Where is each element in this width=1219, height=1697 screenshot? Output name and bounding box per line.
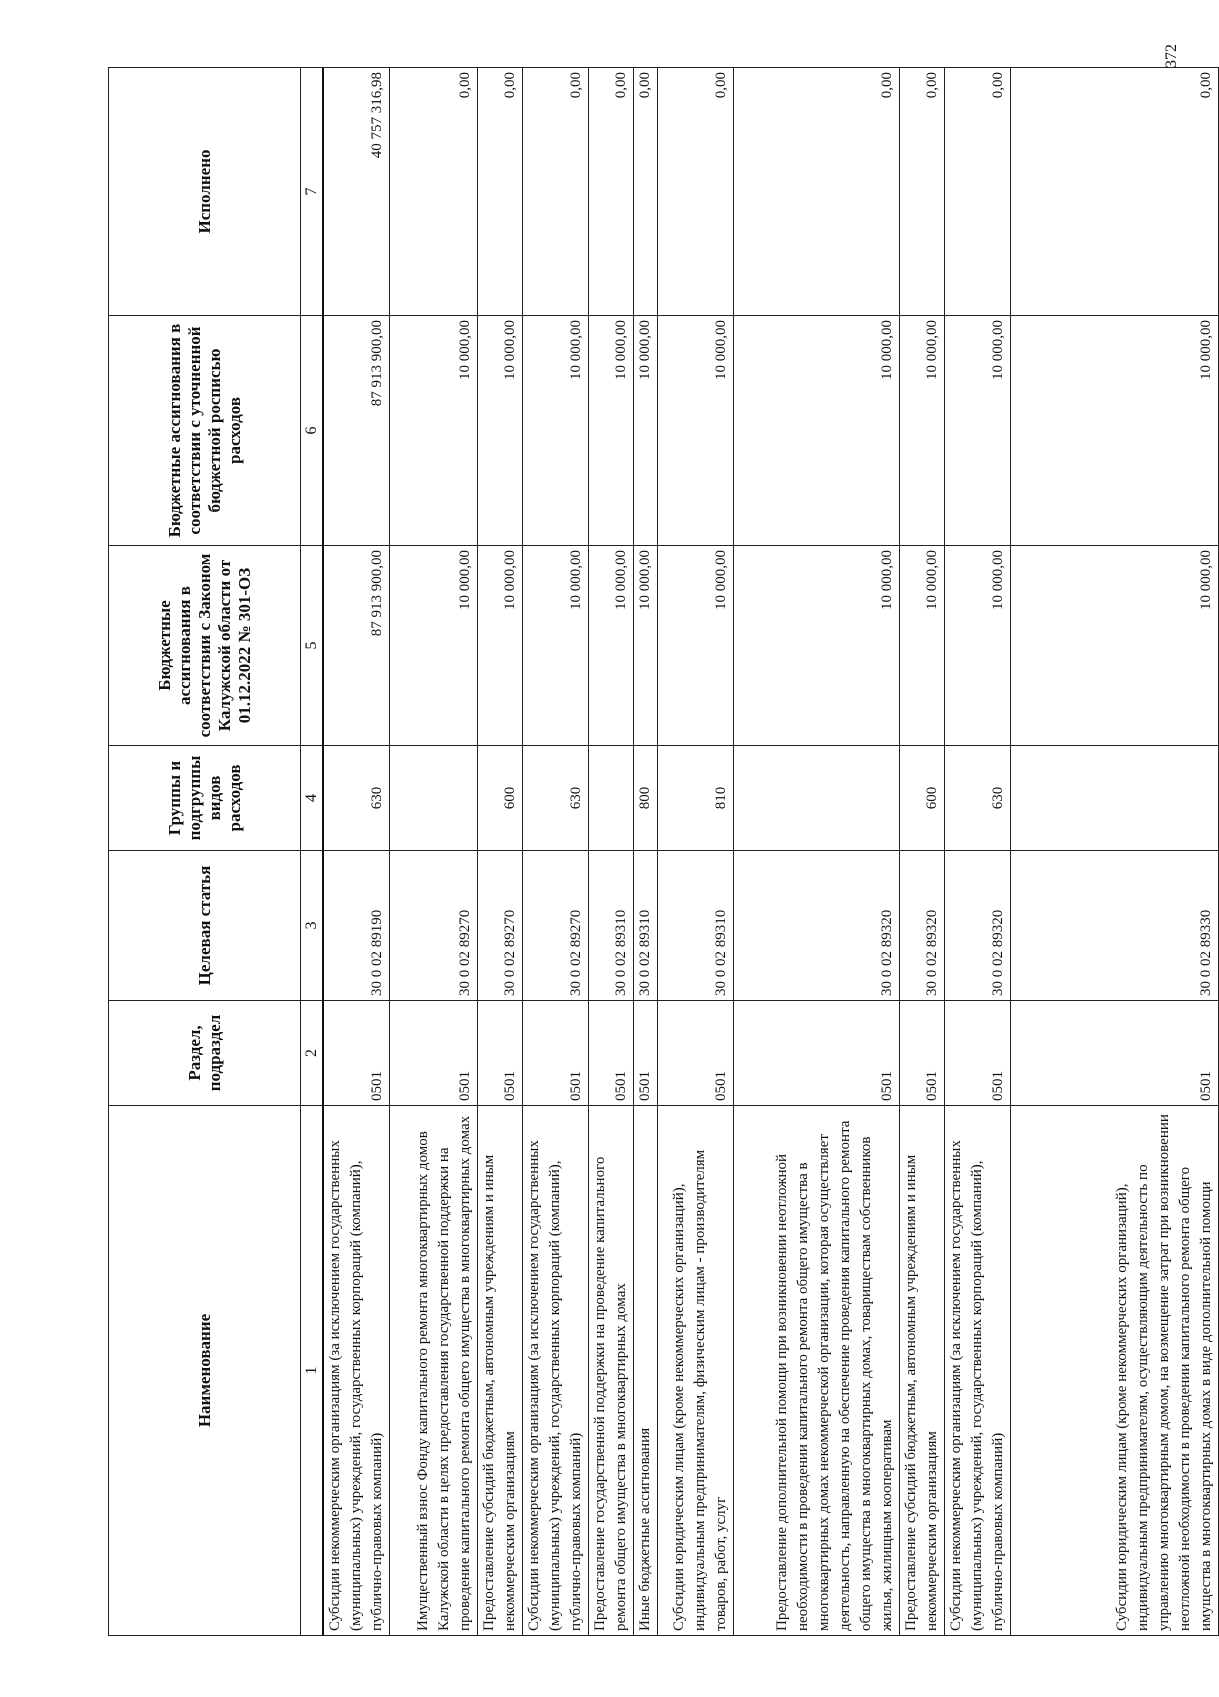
row-section: 0501 xyxy=(734,1001,900,1106)
row-group: 800 xyxy=(634,746,658,851)
row-target: 30 0 02 89270 xyxy=(478,851,523,1001)
row-group: 810 xyxy=(658,746,734,851)
row-section: 0501 xyxy=(945,1001,1011,1106)
table-row xyxy=(658,68,734,1636)
row-executed: 0,00 xyxy=(1011,68,1219,316)
row-law: 10 000,00 xyxy=(634,546,658,746)
row-target: 30 0 02 89310 xyxy=(589,851,634,1001)
row-section: 0501 xyxy=(1011,1001,1219,1106)
row-law: 10 000,00 xyxy=(658,546,734,746)
column-number: 3 xyxy=(301,851,324,1001)
table-row xyxy=(478,68,523,1636)
row-law: 10 000,00 xyxy=(1011,546,1219,746)
row-section: 0501 xyxy=(589,1001,634,1106)
budget-table xyxy=(108,67,1219,1636)
row-name: Имущественный взнос Фонду капитального ремонта многоквартирных домов Калужской области в целях предоставления государственной поддержки на проведение капитального ремонта общего имущества в многоквартирных домах xyxy=(390,1106,478,1636)
column-number: 1 xyxy=(301,1106,324,1636)
row-section: 0501 xyxy=(323,1001,390,1106)
row-law: 10 000,00 xyxy=(900,546,945,746)
row-section: 0501 xyxy=(478,1001,523,1106)
row-target: 30 0 02 89310 xyxy=(658,851,734,1001)
row-name: Субсидии юридическим лицам (кроме некоммерческих организаций), индивидуальным предпринимателям, осуществляющим деятельность по управлению многоквартирным домом, на возмещение затрат при возникновении неотложной необходимости в проведении капитального ремонта общего имущества в многоквартирных домах в виде дополнительной помощи xyxy=(1011,1106,1219,1636)
row-refined: 10 000,00 xyxy=(390,316,478,546)
row-section: 0501 xyxy=(658,1001,734,1106)
row-executed: 0,00 xyxy=(900,68,945,316)
header-name: Наименование xyxy=(109,1106,301,1636)
row-name: Предоставление государственной поддержки на проведение капитального ремонта общего имущества в многоквартирных домах xyxy=(589,1106,634,1636)
table-row xyxy=(945,68,1011,1636)
row-law: 10 000,00 xyxy=(945,546,1011,746)
row-target: 30 0 02 89270 xyxy=(523,851,589,1001)
row-refined: 10 000,00 xyxy=(734,316,900,546)
row-executed: 0,00 xyxy=(734,68,900,316)
row-executed: 0,00 xyxy=(478,68,523,316)
header-section: Раздел, подраздел xyxy=(109,1001,301,1106)
row-refined: 10 000,00 xyxy=(1011,316,1219,546)
column-number: 5 xyxy=(301,546,324,746)
row-name: Субсидии некоммерческим организациям (за исключением государственных (муниципальных) учреждений, государственных корпораций (компаний), публично-правовых компаний) xyxy=(945,1106,1011,1636)
rotated-page xyxy=(108,68,1214,1636)
table-row xyxy=(589,68,634,1636)
row-group: 600 xyxy=(900,746,945,851)
row-executed: 40 757 316,98 xyxy=(323,68,390,316)
row-name: Субсидии некоммерческим организациям (за исключением государственных (муниципальных) учреждений, государственных корпораций (компаний), публично-правовых компаний) xyxy=(323,1106,390,1636)
row-name: Предоставление дополнительной помощи при возникновении неотложной необходимости в проведении капитального ремонта общего имущества в многоквартирных домах некоммерческой организации, которая осуществляет деятельность, направленную на обеспечение проведения капитального ремонта общего имущества в многоквартирных домах, товариществам собственников жилья, жилищным кооперативам xyxy=(734,1106,900,1636)
row-group xyxy=(1011,746,1219,851)
row-refined: 10 000,00 xyxy=(523,316,589,546)
row-executed: 0,00 xyxy=(658,68,734,316)
header-row xyxy=(109,68,301,1636)
row-law: 10 000,00 xyxy=(734,546,900,746)
row-name: Предоставление субсидий бюджетным, автономным учреждениям и иным некоммерческим организациям xyxy=(478,1106,523,1636)
row-section: 0501 xyxy=(900,1001,945,1106)
table-row xyxy=(323,68,390,1636)
table-row xyxy=(634,68,658,1636)
row-executed: 0,00 xyxy=(523,68,589,316)
header-law: Бюджетные ассигнования в соответствии с Законом Калужской области от 01.12.2022 № 301-ОЗ xyxy=(109,546,301,746)
row-law: 87 913 900,00 xyxy=(323,546,390,746)
row-refined: 10 000,00 xyxy=(478,316,523,546)
row-law: 10 000,00 xyxy=(390,546,478,746)
row-refined: 10 000,00 xyxy=(900,316,945,546)
table-row xyxy=(1011,68,1219,1636)
row-refined: 10 000,00 xyxy=(945,316,1011,546)
row-target: 30 0 02 89330 xyxy=(1011,851,1219,1001)
row-refined: 10 000,00 xyxy=(658,316,734,546)
header-refined: Бюджетные ассигнования в соответствии с уточненной бюджетной росписью расходов xyxy=(109,316,301,546)
row-target: 30 0 02 89320 xyxy=(945,851,1011,1001)
column-number: 2 xyxy=(301,1001,324,1106)
column-number: 6 xyxy=(301,316,324,546)
table-row xyxy=(734,68,900,1636)
row-name: Субсидии некоммерческим организациям (за исключением государственных (муниципальных) учреждений, государственных корпораций (компаний), публично-правовых компаний) xyxy=(523,1106,589,1636)
row-section: 0501 xyxy=(634,1001,658,1106)
row-refined: 10 000,00 xyxy=(589,316,634,546)
header-groups: Группы и подгруппы видов расходов xyxy=(109,746,301,851)
row-group: 600 xyxy=(478,746,523,851)
row-group: 630 xyxy=(523,746,589,851)
row-law: 10 000,00 xyxy=(589,546,634,746)
table-row xyxy=(523,68,589,1636)
row-target: 30 0 02 89320 xyxy=(734,851,900,1001)
row-name: Субсидии юридическим лицам (кроме некоммерческих организаций), индивидуальным предпринимателям, физическим лицам - производителям товаров, работ, услуг xyxy=(658,1106,734,1636)
row-target: 30 0 02 89270 xyxy=(390,851,478,1001)
row-name: Иные бюджетные ассигнования xyxy=(634,1106,658,1636)
column-number: 7 xyxy=(301,68,324,316)
row-target: 30 0 02 89190 xyxy=(323,851,390,1001)
row-group: 630 xyxy=(323,746,390,851)
row-group: 630 xyxy=(945,746,1011,851)
row-section: 0501 xyxy=(523,1001,589,1106)
row-group xyxy=(734,746,900,851)
row-target: 30 0 02 89310 xyxy=(634,851,658,1001)
table-row xyxy=(390,68,478,1636)
row-executed: 0,00 xyxy=(390,68,478,316)
column-number: 4 xyxy=(301,746,324,851)
row-refined: 10 000,00 xyxy=(634,316,658,546)
row-section: 0501 xyxy=(390,1001,478,1106)
column-number-row xyxy=(301,68,324,1636)
row-law: 10 000,00 xyxy=(523,546,589,746)
header-target: Целевая статья xyxy=(109,851,301,1001)
row-executed: 0,00 xyxy=(589,68,634,316)
table-row xyxy=(900,68,945,1636)
row-executed: 0,00 xyxy=(634,68,658,316)
header-executed: Исполнено xyxy=(109,68,301,316)
row-group xyxy=(589,746,634,851)
row-law: 10 000,00 xyxy=(478,546,523,746)
row-group xyxy=(390,746,478,851)
row-executed: 0,00 xyxy=(945,68,1011,316)
row-refined: 87 913 900,00 xyxy=(323,316,390,546)
page-number: 372 xyxy=(1163,44,1180,68)
row-name: Предоставление субсидий бюджетным, автономным учреждениям и иным некоммерческим организациям xyxy=(900,1106,945,1636)
row-target: 30 0 02 89320 xyxy=(900,851,945,1001)
